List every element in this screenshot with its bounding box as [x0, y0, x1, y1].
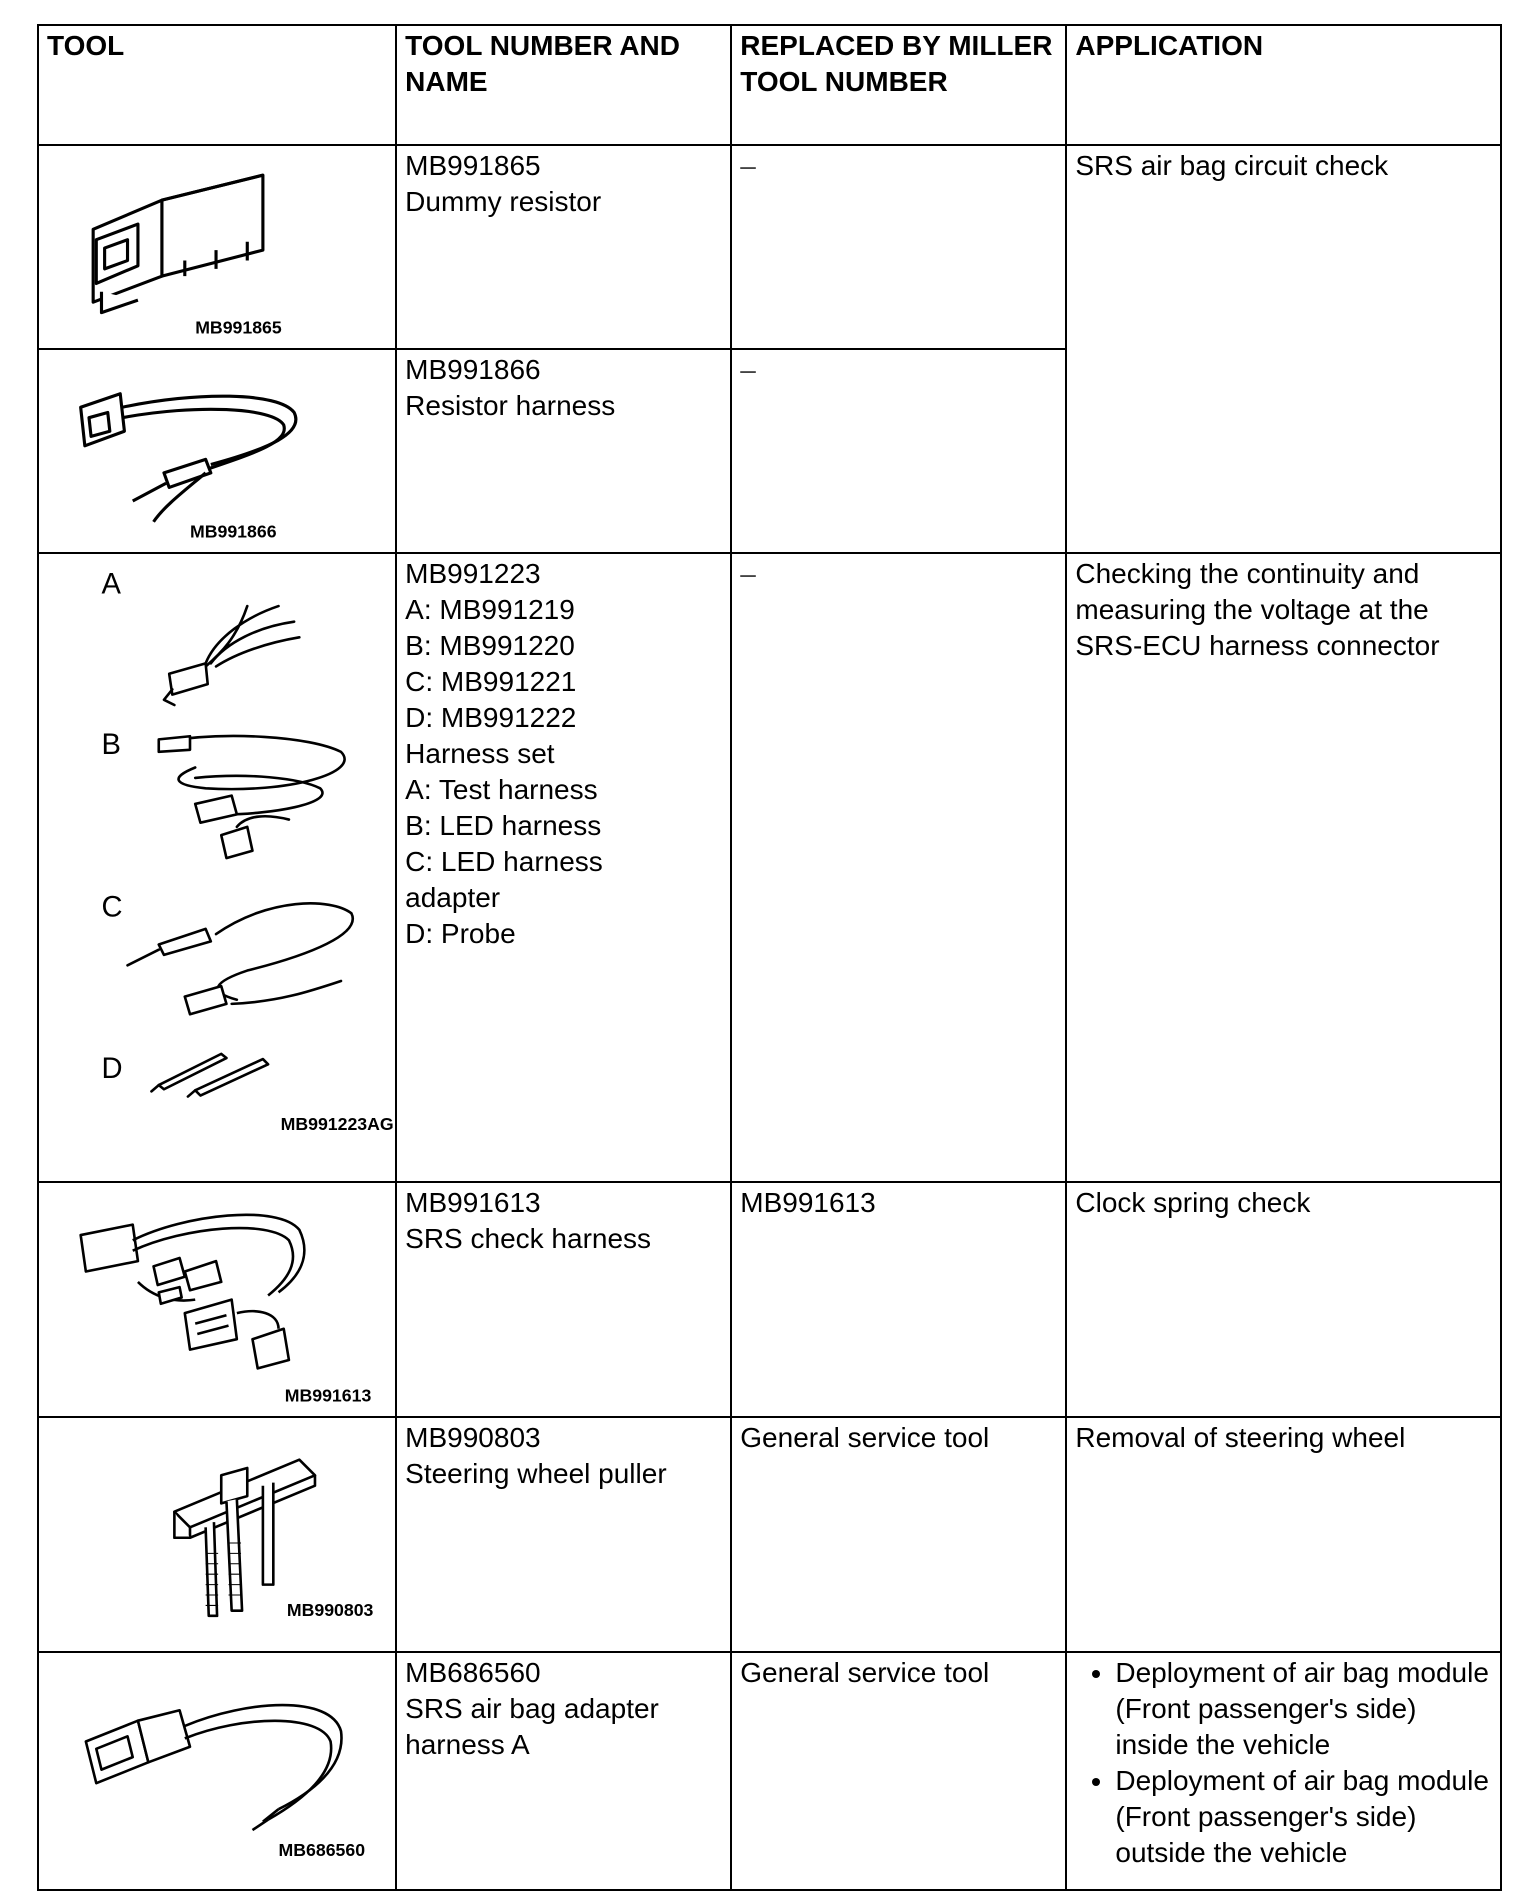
tool-image-cell — [38, 1652, 396, 1889]
tool-name-line: B: MB991220 — [405, 630, 575, 662]
tool-name-line: C: LED harness — [405, 846, 603, 878]
application-bullet-list — [1075, 1655, 1492, 1871]
tool-name: SRS check harness — [405, 1222, 652, 1254]
tool-number-and-name-cell — [396, 553, 731, 1182]
replaced-by-cell — [731, 1417, 1066, 1652]
adapter-harness-icon — [39, 1653, 395, 1888]
tool-image-cell — [38, 553, 396, 1182]
application-bullet: • Deployment of air bag module (Front passenger's side) outside the vehicle — [1115, 1763, 1492, 1871]
tool-name-line: Harness set — [405, 738, 555, 770]
srs-check-harness-icon — [39, 1183, 395, 1416]
tool-name-line: B: LED harness — [405, 810, 602, 842]
tool-number-and-name-cell — [396, 1417, 731, 1652]
tool-label: MB686560 — [278, 1840, 366, 1861]
header-row — [38, 25, 1501, 145]
tool-number: MB686560 — [405, 1657, 541, 1689]
tool-number-and-name-cell — [396, 1652, 731, 1889]
steering-wheel-puller-icon — [39, 1418, 395, 1651]
tool-name-line: D: MB991222 — [405, 702, 577, 734]
tool-name-line: A: Test harness — [405, 774, 598, 806]
tool-name-line: harness A — [405, 1729, 530, 1761]
tool-image-cell — [38, 349, 396, 553]
tool-number-and-name-cell — [396, 145, 731, 349]
replaced-by-cell — [731, 1652, 1066, 1889]
table-row — [38, 553, 1501, 1182]
tool-name: Resistor harness — [405, 390, 616, 422]
replaced-by-cell — [731, 1182, 1066, 1417]
tool-name-line: C: MB991221 — [405, 666, 577, 698]
table-row — [38, 1417, 1501, 1652]
application-cell — [1066, 1417, 1501, 1652]
application-text: Checking the continuity and measuring the voltage at the SRS-ECU harness connector — [1075, 558, 1440, 662]
header-replaced-by: REPLACED BY MILLER TOOL NUMBER — [731, 25, 1066, 145]
replaced-by-value: – — [740, 150, 756, 181]
harness-letter-b: B — [101, 728, 121, 761]
application-bullet: • Deployment of air bag module (Front passenger's side) inside the vehicle — [1115, 1655, 1492, 1763]
replaced-by-cell — [731, 553, 1066, 1182]
tool-name-line: adapter — [405, 882, 501, 914]
application-text: Removal of steering wheel — [1075, 1422, 1406, 1454]
harness-letter-d: D — [101, 1052, 123, 1085]
replaced-by-cell — [731, 145, 1066, 349]
tool-label: MB991866 — [190, 521, 277, 542]
application-cell — [1066, 145, 1501, 553]
replaced-by-cell — [731, 349, 1066, 553]
harness-set-icon — [39, 554, 395, 1181]
header-tool: TOOL — [38, 25, 396, 145]
tool-name: Steering wheel puller — [405, 1458, 667, 1490]
tool-number-and-name-cell — [396, 349, 731, 553]
tool-image-cell — [38, 1182, 396, 1417]
application-cell — [1066, 553, 1501, 1182]
replaced-by-value: General service tool — [740, 1657, 990, 1689]
replaced-by-value: – — [740, 354, 756, 386]
tool-name-line: A: MB991219 — [405, 594, 575, 626]
resistor-harness-icon — [39, 350, 395, 552]
tool-number: MB991613 — [405, 1186, 541, 1218]
dummy-resistor-icon — [39, 146, 395, 348]
tool-label: MB991865 — [195, 317, 282, 338]
table-row — [38, 145, 1501, 349]
application-cell — [1066, 1652, 1501, 1889]
header-application: APPLICATION — [1066, 25, 1501, 145]
header-tool-number-and-name: TOOL NUMBER AND NAME — [396, 25, 731, 145]
tool-name-line: D: Probe — [405, 918, 516, 950]
application-text: Clock spring check — [1075, 1186, 1311, 1218]
tool-label: MB991613 — [284, 1385, 372, 1406]
harness-letter-c: C — [101, 891, 123, 924]
tool-number: MB991866 — [405, 354, 541, 386]
replaced-by-value: MB991613 — [740, 1186, 876, 1218]
tool-label: MB990803 — [286, 1600, 374, 1621]
tool-number: MB991223 — [405, 558, 541, 590]
tool-name-line: SRS air bag adapter — [405, 1693, 659, 1725]
special-tools-table — [37, 24, 1502, 1891]
tool-image-cell — [38, 145, 396, 349]
tool-image-cell — [38, 1417, 396, 1652]
harness-letter-a: A — [101, 568, 121, 601]
application-cell — [1066, 1182, 1501, 1417]
replaced-by-value: General service tool — [740, 1422, 990, 1454]
tool-label: MB991223AG — [280, 1113, 394, 1134]
application-text: SRS air bag circuit check — [1075, 150, 1389, 181]
tool-number: MB991865 — [405, 150, 541, 181]
table-row — [38, 1652, 1501, 1889]
replaced-by-value: – — [740, 558, 756, 590]
tool-number: MB990803 — [405, 1422, 541, 1454]
tool-number-and-name-cell — [396, 1182, 731, 1417]
table-row — [38, 1182, 1501, 1417]
tool-name: Dummy resistor — [405, 186, 602, 217]
